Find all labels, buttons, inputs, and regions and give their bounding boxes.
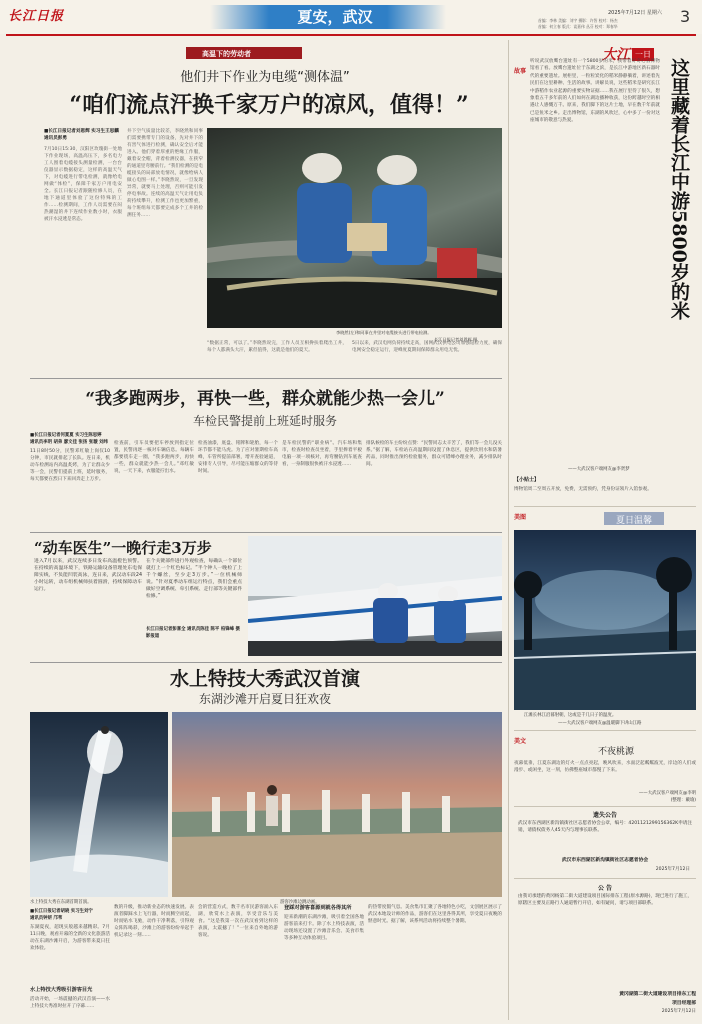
xiaozhishi-body: 博物馆周二至周五开放，免费，无需预约，凭身份证领片入馆参观。 — [514, 487, 652, 492]
gushi-credit: ——大武汉客户端网友@李贤梦 — [568, 467, 630, 472]
story3-intro: 进入7月以来，武汉连续多日发布高温橙色预警。在持续的高温环境下，铁路运输设备管理处东电保障实线，不负能凹装高泳，连日来，武汉动车段24小时运转，动车组机械师扶着圆滑，持续保障动车运行。 — [34, 559, 142, 592]
story2-col3: 检查油漆，底盘、铭牌和轮胎，每一个环节都不能马虎。为了应对暑期检车高峰，车管所提前部署，增开查验通道，安排专人引导，尽可能压缩群众的等待时间。 — [198, 441, 278, 474]
feature-caption-1: 水上特技大秀在东湖首期首演。 — [30, 900, 92, 905]
story3-headline: “动车医生”一晚行走3万步 — [34, 539, 212, 557]
feature-photo-2 — [172, 712, 502, 897]
side-divider-3 — [514, 806, 696, 807]
gushi-label: 故事 — [514, 68, 527, 75]
story2-headline: “我多跑两步，再快一些，群众就能少热一会儿” — [85, 389, 445, 409]
section-title: 夏安，武汉 — [297, 8, 373, 26]
gushi-vertical-title: 这里藏着长江中游5800岁的米 — [668, 58, 690, 320]
notice1-date: 2025年7月12日 — [655, 867, 690, 872]
feature-photo-1 — [30, 712, 168, 897]
feature-byline: ■长江日报记者胡晓 实习生刘宁 通讯员钟妍 邝苇 — [30, 909, 93, 921]
feature-col4: 迎来新潮的东湖沙滩，吸引着全国各地游客前来打卡。除了水上特技表演，活动现场还设置了沙滩音乐会、美食市集等多种互动体验项目。 — [284, 915, 364, 941]
story2-col1: 11日8时50分，民警邓红敏上岗仅10分钟，市民就排起了长队。连日来，机动车检测站内高温炙烤，为了让群众少等一会，民警们提前上班，延时服务，每天都要在烈日下来回奔走上万步。 — [30, 449, 110, 482]
meitu-credit: ——大武汉客户端网友@温暖脚下讲山江路 — [558, 721, 642, 726]
dajiang-logo: 大江 — [602, 47, 630, 63]
gushi-body: 听说武汉放鹰台遗址有一个5800岁的米，我带着好奇心去博物馆看了看。放鹰台遗址位于东湖之滨，是长江中游地区新石器时代的重要遗址。展柜里，一粒粒炭化的稻米静静躺着，讲述着先民们在这里耕种、生活的故事。讲解员说，这些稻米是研究长江中游稻作农业起源的重要实物证据……我在展厅里待了很久，想象着五千多年前的人们如何在湖边播种收获，这份跨越时空的相遇让人感慨万千。原来，我们脚下的这片土地，早在数千年前就已是鱼米之乡。走出博物馆，东湖的风吹过，心中多了一份对这座城市的敬意与热爱。 — [530, 59, 660, 124]
notice2-date: 2025年7月12日 — [661, 1009, 696, 1014]
xiaozhishi-label: 【小贴士】 — [514, 477, 540, 483]
main-body-col1: 7月10日15:30，汉阳区玫瑰街一处地下作业现场，高温高压下，多名电力工人围着电缆接头测量检测，一台台仪器显示数据稳定，这样的高温天气下，对电缆进行带电检测，就像给电网做“体检”，保障千家万户用电安全。长江日报记者跟随检修人员，在地下通道里体验了这份特殊的工作……检测期间，工作人员需要在闷热潮湿的井下连续作业数小时，衣服被汗水浸透是常态。 — [44, 147, 122, 222]
banner-text: 高温下的劳动者 — [202, 50, 251, 58]
train-mechanic-image — [248, 536, 502, 656]
meiwen-title: 不夜桃源 — [598, 747, 635, 757]
editor-line-2: 首编：何立春 版式：谈嘉伟 丛芬 校对：郑春华 — [538, 24, 618, 29]
river-sunset-image — [514, 530, 696, 710]
feature-col5: 的热带度假气息。美食集市汇聚了各地特色小吃，文创展区展示了武汉本地设计师的作品，游客们在这里各得其所，享受夏日夜晚的惬意时光。据了解，该系列活动将持续整个暑期。 — [368, 905, 502, 924]
feature-sub-title: 水上特技大秀吸引游客目光 — [30, 987, 93, 993]
story2-byline: ■长江日报记者何夏夏 实习生陈思婷 通讯员李玥 胡弟 廖文佳 张扬 张璇 刘纬 — [30, 433, 108, 445]
side-divider-4 — [514, 878, 696, 879]
main-headline: “咱们流点汗换千家万户的凉风，值得！” — [69, 92, 469, 118]
meitu-title: 夏日温馨 — [616, 516, 653, 526]
feature-col3: 会的营造方式，数千名市民游客涌入东湖，欣赏水上表演，享受音乐与美食。“这是我第一次在武汉看到这样的表演，太震撼了！”一位来自外地的游客说。 — [198, 905, 278, 938]
main-byline: ■长江日报记者刘恩辉 实习生王思麟 通讯员彭勇 — [44, 129, 119, 141]
feature-col1: 东湖夏夜，超现实般越来越精彩。7月11日晚，观看开幕的全新的文化旅游活动在东湖沙滩开启，为游客带来夏日狂欢体验。 — [30, 925, 110, 951]
side-column-rule — [508, 40, 509, 1020]
feature-col1b: 活动开始，一场震撼的武汉首演——水上特技大秀准时拉开了序幕…… — [30, 997, 110, 1009]
topic-banner — [186, 47, 302, 59]
feature-mid-title: 登踩对游客喜源到就各得其所 — [284, 905, 352, 911]
notice2-title: 公 告 — [597, 885, 613, 892]
main-body-col2: 井下空气质量比较差，李晓然和同事们需要携带专门的设备，先对井下的有害气体进行检测，确认安全后才能进入。他们穿着厚重的绝缘工作服，戴着安全帽，背着检测仪器，在狭窄的通道里弯腰前行。“我们检测的是电缆接头的局部放电情况，就像给病人做心电图一样。”李晓然说，一旦发现异常，就要马上处理，否则可能引发停电事故。连续的高温天气让用电负荷持续攀升，检测工作也更加繁重，每个班组每天都要完成多个工井的检测任务…… — [127, 129, 203, 218]
main-photo — [207, 128, 502, 328]
date-line: 2025年7月12日 星期六 — [608, 10, 662, 16]
story3-col2: 在个关键部件进行外观检查，每确认一个部位就打上一个红色标记。“半个钟人一晚检了上千个螺丝，至少走3万步。”一位机械师说。“针对夏季动车组运行特点，我们会重点做好空调系统、牵引系统、走行部等关键部件检修。” — [146, 559, 242, 599]
main-photo-caption: 李晓然(左)和同事在井里对电缆接头进行带电检测。 — [336, 330, 432, 335]
meitu-caption: 江滩长林江沿暮射朝，这或是千几日子的温度。 — [524, 713, 617, 718]
notice1-sign: 武汉市东西湖区新沟镇街社区志愿者协会 — [561, 858, 649, 863]
feature-caption-2: 游客沙滩边跳动画。 — [280, 900, 320, 905]
feature-subhead: 东湖沙滩开启夏日狂欢夜 — [198, 692, 331, 706]
masthead-rule — [6, 34, 696, 36]
meitu-label: 美图 — [514, 514, 527, 521]
notice1-body: 武汉市东西湖区新沟镇街社区志愿者协会公章，编号：4201121299156362K申请注销，请债权债务人45天内与理事长联系。 — [518, 821, 692, 833]
meiwen-credit: ——大武汉客户端网友@李明 (整理：戴瑜) — [638, 791, 696, 803]
feature-headline: 水上特技大秀武汉首演 — [169, 668, 360, 690]
notice2-sign2: 项目经理部 — [672, 1001, 696, 1006]
feature-col2: 数的升级，推动新业态的快速发展。表演者脚踩水上飞行器，时而腾空而起，时而贴水飞驰，动作干净利落，引得观众阵阵喝彩，沙滩上的游客纷纷举起手机记录这一刻…… — [114, 905, 194, 938]
story2-col2: 检查前，引车员要把车停放到指定位置，民警再逐一核对车辆信息。每辆车都要绕车走一圈，“我多跑两步，再快一些，群众就能少热一会儿。”邓红敏说，一天下来，衣服能拧出水。 — [114, 441, 194, 474]
meiwen-body: 夜幕低垂，江夏东湖边的灯火一点点亮起，晚风吹来，水面泛起粼粼波光，岸边的人们或漫步、或闲坐，这一刻，仿佛整座城市都慢了下来。 — [514, 761, 696, 773]
meitu-photo — [514, 530, 696, 710]
story2-subhead: 车检民警提前上班延时服务 — [192, 414, 337, 428]
main-kicker: 他们井下作业为电缆“测体温” — [180, 70, 350, 85]
story2-col5: 排队候检的车主纷纷点赞：“民警同志太辛苦了，我们等一会儿没关系。”据了解，车检站在高温期间设置了休息区，提供饮用水和防暑药品，同时推出预约检验服务，群众可错峰办理业务，减少排队时间。 — [366, 441, 502, 467]
main-photo-credit: 长江日报记者刘恩辉 摄 — [434, 337, 478, 342]
masthead — [0, 0, 702, 34]
divider-3 — [30, 662, 502, 663]
page-number: 3 — [680, 7, 691, 26]
story2-col4: 是车检民警的“职业病”。汽车场和集市，检查时检查员坐着，手里捧着平板电脑一项一项核对，再弯腰钻到车底查看，一身制服很快被汗水浸透…… — [282, 441, 362, 467]
beach-dance-image — [172, 712, 502, 897]
editor-line-1: 首编：李林 美编：刘宇 摄影：许智 校对：杨杰 — [538, 18, 618, 23]
side-divider-2 — [514, 730, 696, 731]
main-body-col4: 5日以来，武汉电网负荷持续走高，国网武汉供电公司加强巡检力度，确保电网安全稳定运行，迎峰度夏期间保障群众用电无忧。 — [352, 341, 502, 353]
notice1-title: 遗失公告 — [592, 812, 617, 819]
workers-in-tunnel-image — [207, 128, 502, 328]
side-divider-1 — [514, 506, 696, 507]
main-body-col3: “数据正常，可以了。”李晓然说完，工作人员互相搀扶着爬出工井，每个人都满头大汗，累但值得，这就是他们的夏天。 — [207, 341, 347, 353]
water-stunt-image — [30, 712, 168, 897]
notice2-sign: 黄冈湖第二街大道建设项目排东工程 — [619, 992, 696, 997]
divider-1 — [30, 378, 502, 379]
newspaper-logo: 长江日报 — [8, 9, 65, 24]
story3-photo — [248, 536, 502, 656]
meiwen-label: 美文 — [514, 738, 527, 745]
notice2-body: 由我司承建的黄冈杨第二街大道建设项目国际排东工程(原水源路)，现已进行了施工，原辖区主要及正路行人通道暂行开启，如有疑问，请与项目部联系。 — [518, 894, 692, 906]
divider-2 — [30, 532, 502, 533]
story3-credit: 长江日报记者彭喜全 通讯员陈佳 陈平 柏锋峰 摄影报道 — [146, 627, 240, 639]
dajiang-logo-sub: 一日 — [632, 48, 654, 61]
